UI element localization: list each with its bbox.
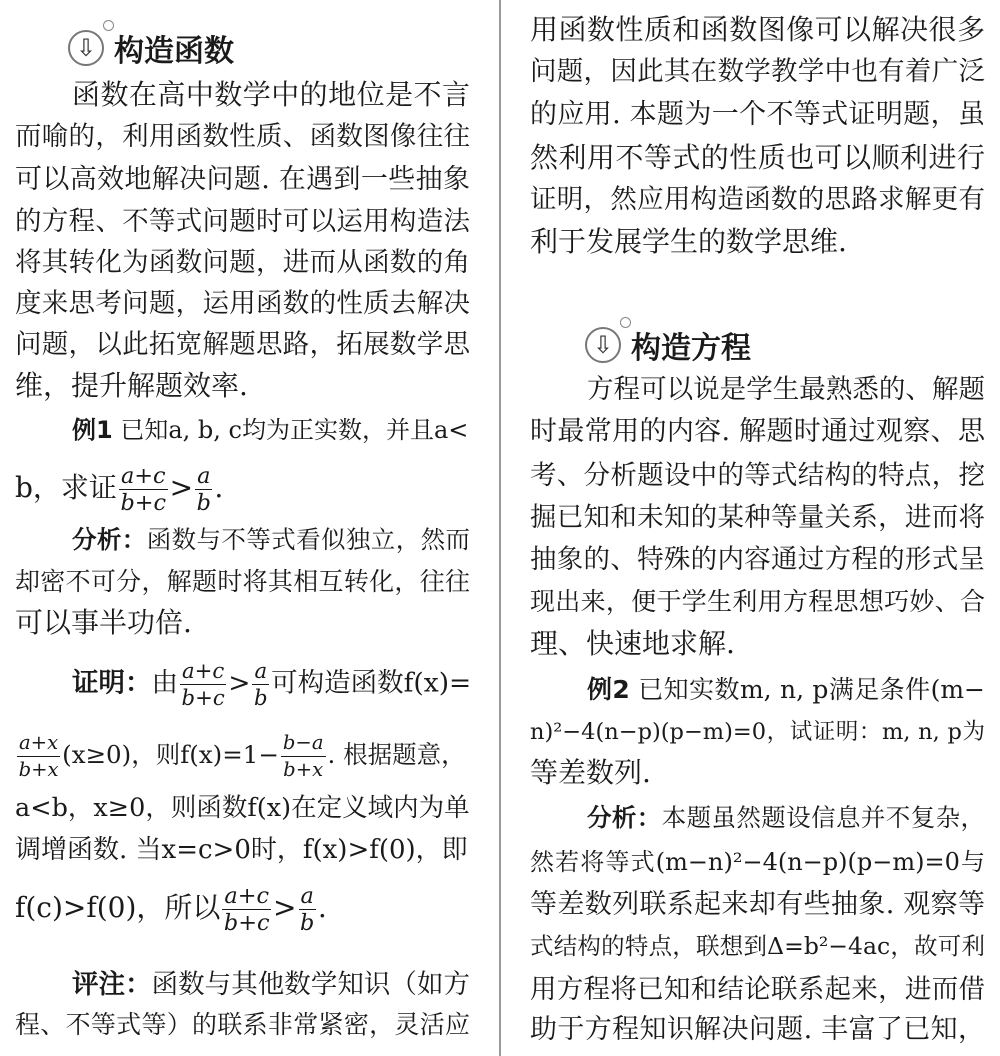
text-line [530, 968, 985, 1012]
text-run: 已知实数m, n, p满足条件(m− [629, 675, 986, 704]
fraction [195, 463, 212, 516]
text-run: 等差数列联系起来却有些抽象. 观察等 [530, 889, 985, 920]
text-line [530, 796, 985, 840]
text-line [15, 115, 470, 159]
text-run: 而喻的，利用函数性质、函数图像往往 [15, 121, 470, 152]
fraction-numerator: a [254, 658, 268, 683]
text-line [530, 220, 985, 264]
fraction [299, 883, 316, 936]
text-line [15, 463, 470, 516]
fraction-denominator: b [196, 490, 211, 516]
text-line [15, 658, 472, 710]
fraction-denominator: b [254, 685, 268, 710]
text-run: 然利用不等式的性质也可以顺利进行 [530, 141, 985, 174]
text-line [530, 538, 985, 582]
text-line [15, 963, 470, 1007]
text-run: 等差数列. [530, 756, 651, 789]
fraction [180, 658, 226, 711]
bold-label: 分析： [72, 525, 147, 554]
text-line [530, 840, 985, 884]
text-run: 程、不等式等）的联系非常紧密，灵活应 [15, 1010, 470, 1039]
text-run: 已知a, b, c均为正实数，并且a< [112, 416, 469, 444]
text-run: > [228, 667, 251, 699]
text-line [15, 200, 470, 244]
text-run: 考、分析题设中的等式结构的特点，挖 [530, 460, 985, 491]
fraction [252, 658, 269, 711]
text-line [530, 580, 985, 624]
text-line [15, 883, 470, 936]
fraction-denominator: b+c [120, 490, 167, 516]
text-run: 时最常用的内容. 解题时通过观察、思 [530, 416, 985, 447]
text-run: (x≥0)，则f(x)=1− [62, 740, 279, 769]
fraction-denominator: b [300, 910, 315, 936]
text-run: 利于发展学生的数学思维. [530, 225, 847, 258]
text-run: . 根据题意， [327, 740, 466, 769]
text-run: > [169, 471, 194, 504]
text-line [15, 408, 470, 452]
fraction-denominator: b+c [181, 685, 225, 710]
text-run: 问题，因此其在数学教学中也有着广泛 [530, 56, 985, 87]
fraction-numerator: a+c [182, 658, 225, 683]
circle-down-arrow-icon: ⇩ [68, 30, 104, 66]
small-circle-icon [620, 317, 631, 328]
text-line [15, 518, 470, 562]
text-line [15, 786, 470, 830]
text-run: 调增函数. 当x=c>0时，f(x)>f(0)，即 [15, 835, 468, 865]
text-line [530, 178, 985, 222]
text-line [530, 1008, 985, 1052]
text-line [15, 828, 470, 872]
text-line [15, 73, 470, 117]
fraction [281, 730, 326, 783]
text-line [530, 668, 985, 712]
text-line [15, 1003, 470, 1047]
fraction-denominator: b+x [18, 758, 59, 781]
bold-label: 证明： [72, 667, 152, 699]
section-title: 构造函数 [114, 34, 234, 69]
text-run: 方程可以说是学生最熟悉的、解题 [587, 374, 985, 405]
text-line [15, 601, 470, 645]
text-run: 然若将等式(m−n)²−4(n−p)(p−m)=0与 [530, 848, 985, 876]
text-line [530, 496, 985, 540]
text-run: 本题虽然题设信息并不复杂， [661, 803, 986, 832]
fraction [119, 463, 168, 516]
fraction-numerator: a [300, 883, 314, 909]
text-line [530, 454, 985, 498]
bold-label: 例1 [72, 416, 113, 444]
text-run: f(c)>f(0)，所以 [15, 891, 221, 924]
text-run: 现出来，便于学生利用方程思想巧妙、合 [530, 587, 985, 616]
text-run: 可以高效地解决问题. 在遇到一些抽象 [15, 164, 470, 195]
text-run: 证明，然应用构造函数的思路求解更有 [530, 184, 985, 215]
text-run: 却密不可分，解题时将其相互转化，往往 [15, 567, 470, 596]
text-line [15, 158, 470, 202]
text-run: 将其转化为函数问题，进而从函数的角 [15, 247, 470, 278]
text-run: . [317, 891, 327, 924]
bold-label: 分析： [587, 803, 662, 832]
fraction-numerator: b−a [281, 730, 326, 757]
circle-down-arrow-icon: ⇩ [585, 327, 621, 363]
fraction-numerator: a+c [224, 883, 270, 909]
fraction-numerator: a+c [120, 463, 166, 489]
text-run: 用方程将已知和结论联系起来，进而借 [530, 974, 985, 1005]
text-line [530, 883, 985, 927]
bold-label: 例2 [587, 675, 630, 704]
bold-label: 评注： [72, 969, 152, 1000]
text-line [530, 924, 985, 968]
text-run: 函数与不等式看似独立，然而 [146, 525, 471, 554]
text-run: b，求证 [15, 471, 117, 504]
fraction-numerator: a+x [17, 730, 60, 757]
text-run: 可以事半功倍. [15, 606, 192, 639]
text-run: 掘已知和未知的某种等量关系，进而将 [530, 502, 985, 533]
text-line [530, 368, 985, 412]
fraction [222, 883, 271, 936]
text-run: a<b，x≥0，则函数f(x)在定义域内为单 [15, 793, 470, 823]
text-line [15, 364, 470, 408]
small-circle-icon [103, 20, 114, 31]
text-run: . [214, 471, 224, 504]
text-run: 式结构的特点，联想到Δ=b²−4ac，故可利 [530, 932, 985, 960]
section-header-construct-equation [585, 323, 751, 367]
text-line [15, 282, 470, 326]
text-line [530, 8, 985, 52]
text-line [15, 560, 470, 604]
section-header-construct-function [68, 26, 234, 70]
text-run: 由 [151, 667, 178, 699]
text-line [15, 241, 470, 285]
text-line [15, 730, 470, 781]
text-run: 的应用. 本题为一个不等式证明题，虽 [530, 99, 985, 130]
text-line [15, 323, 470, 367]
text-line [530, 751, 985, 795]
text-run: 理、快速地求解. [530, 627, 735, 660]
fraction-denominator: b+c [223, 910, 270, 936]
fraction-denominator: b+x [283, 758, 324, 781]
text-run: 函数在高中数学中的地位是不言 [72, 78, 470, 111]
text-run: > [273, 891, 297, 924]
section-title: 构造方程 [631, 331, 751, 366]
text-line [530, 93, 985, 137]
text-line [530, 50, 985, 94]
text-run: 用函数性质和函数图像可以解决很多 [530, 13, 985, 46]
fraction-numerator: a [197, 463, 211, 489]
text-run: 可构造函数f(x)= [271, 667, 472, 699]
text-line [530, 136, 985, 180]
text-run: 助于方程知识解决问题. 丰富了已知， [530, 1014, 985, 1045]
text-line [530, 710, 985, 754]
text-line [530, 622, 985, 666]
text-run: 问题，以此拓宽解题思路，拓展数学思 [15, 329, 470, 360]
column-divider [499, 0, 501, 1056]
text-run: 维，提升解题效率. [15, 369, 248, 402]
text-run: 的方程、不等式问题时可以运用构造法 [15, 206, 470, 237]
text-run: 抽象的、特殊的内容通过方程的形式呈 [530, 544, 985, 575]
text-run: n)²−4(n−p)(p−m)=0，试证明：m, n, p为 [530, 719, 985, 745]
text-run: 函数与其他数学知识（如方 [151, 969, 471, 1000]
text-line [530, 410, 985, 454]
text-run: 度来思考问题，运用函数的性质去解决 [15, 288, 470, 319]
fraction [17, 730, 60, 783]
